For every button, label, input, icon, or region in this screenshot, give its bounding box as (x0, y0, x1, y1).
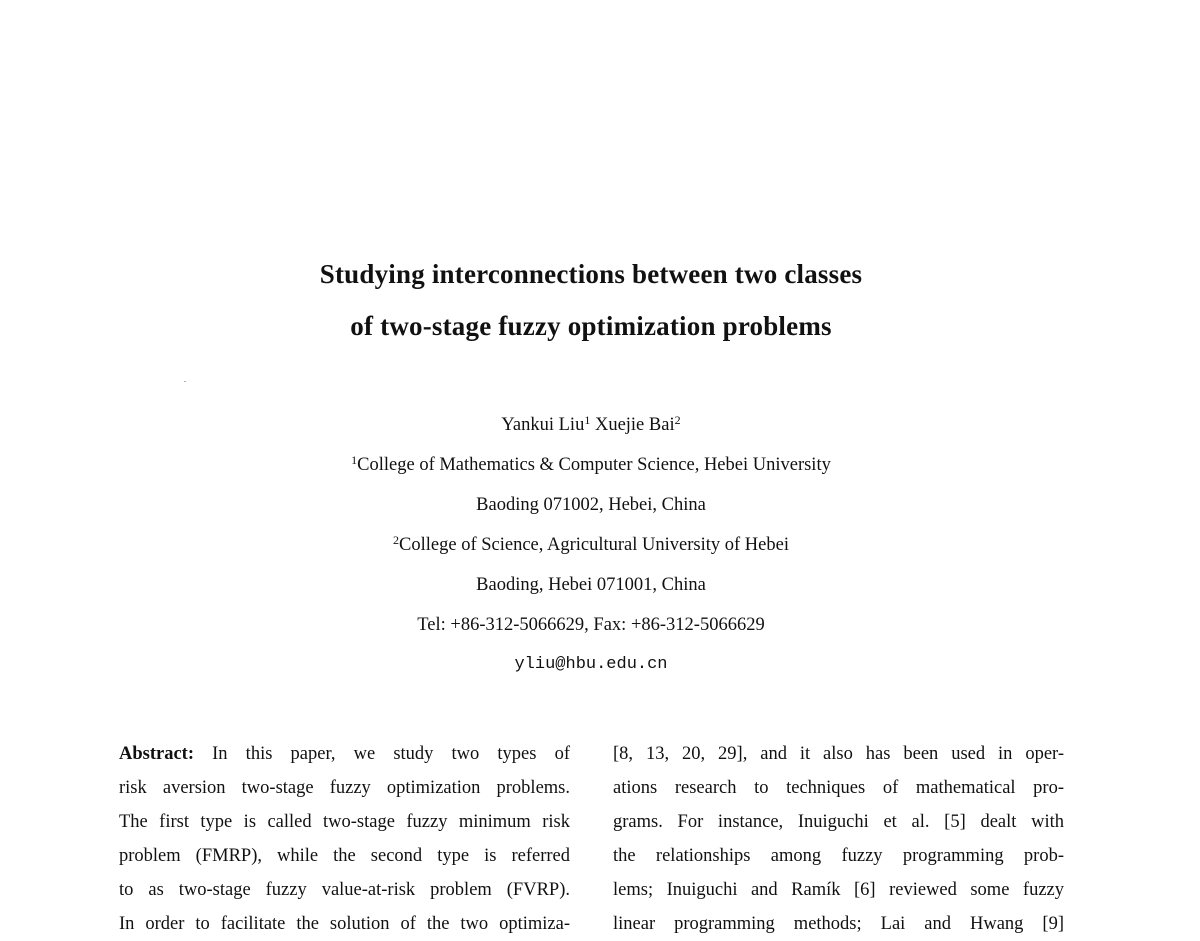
abstract-text: In this paper, we study two types of (194, 744, 570, 764)
author-name: Xuejie Bai (594, 415, 675, 435)
affiliation-name: College of Science, Agricultural University of Hebei (399, 535, 789, 555)
abstract-line: The first type is called two-stage fuzzy minimum risk (119, 812, 570, 832)
abstract-line: risk aversion two-stage fuzzy optimization problems. (119, 778, 570, 798)
author-affiliation-marker: 2 (674, 413, 681, 427)
abstract-label: Abstract: (119, 744, 195, 764)
body-line: linear programming methods; Lai and Hwang [9] (613, 914, 1064, 934)
author-affiliation-marker: 1 (584, 413, 591, 427)
abstract-column (119, 737, 570, 941)
affiliation-2 (0, 534, 1182, 556)
abstract-line: to as two-stage fuzzy value-at-risk problem (FVRP). (119, 880, 570, 900)
body-line: lems; Inuiguchi and Ramík [6] reviewed some fuzzy (613, 880, 1064, 900)
body-line: ations research to techniques of mathematical pro- (613, 778, 1064, 798)
affiliation-marker: 2 (393, 533, 400, 547)
body-line: [8, 13, 20, 29], and it also has been used in oper- (613, 744, 1064, 764)
paper-title-line-2: of two-stage fuzzy optimization problems (350, 311, 832, 341)
abstract-line: problem (FMRP), while the second type is referred (119, 846, 570, 866)
abstract-line (119, 737, 570, 771)
author-name: Yankui Liu (501, 415, 585, 435)
email-address: yliu@hbu.edu.cn (514, 655, 668, 674)
tel-fax-line: Tel: +86-312-5066629, Fax: +86-312-5066629 (417, 615, 765, 635)
affiliation-name: College of Mathematics & Computer Science, Hebei University (357, 455, 831, 475)
scan-speck (184, 381, 186, 382)
affiliation-marker: 1 (351, 453, 358, 467)
body-line: grams. For instance, Inuiguchi et al. [5] dealt with (613, 812, 1064, 832)
body-line: the relationships among fuzzy programming prob- (613, 846, 1064, 866)
abstract-line: In order to facilitate the solution of the two optimiza- (119, 914, 570, 934)
author-line (0, 414, 1182, 436)
paper-title-line-1: Studying interconnections between two classes (319, 259, 863, 289)
affiliation-1-address: Baoding 071002, Hebei, China (476, 495, 706, 515)
right-column (613, 737, 1064, 941)
affiliation-2-address: Baoding, Hebei 071001, China (476, 575, 706, 595)
affiliation-1 (0, 454, 1182, 476)
